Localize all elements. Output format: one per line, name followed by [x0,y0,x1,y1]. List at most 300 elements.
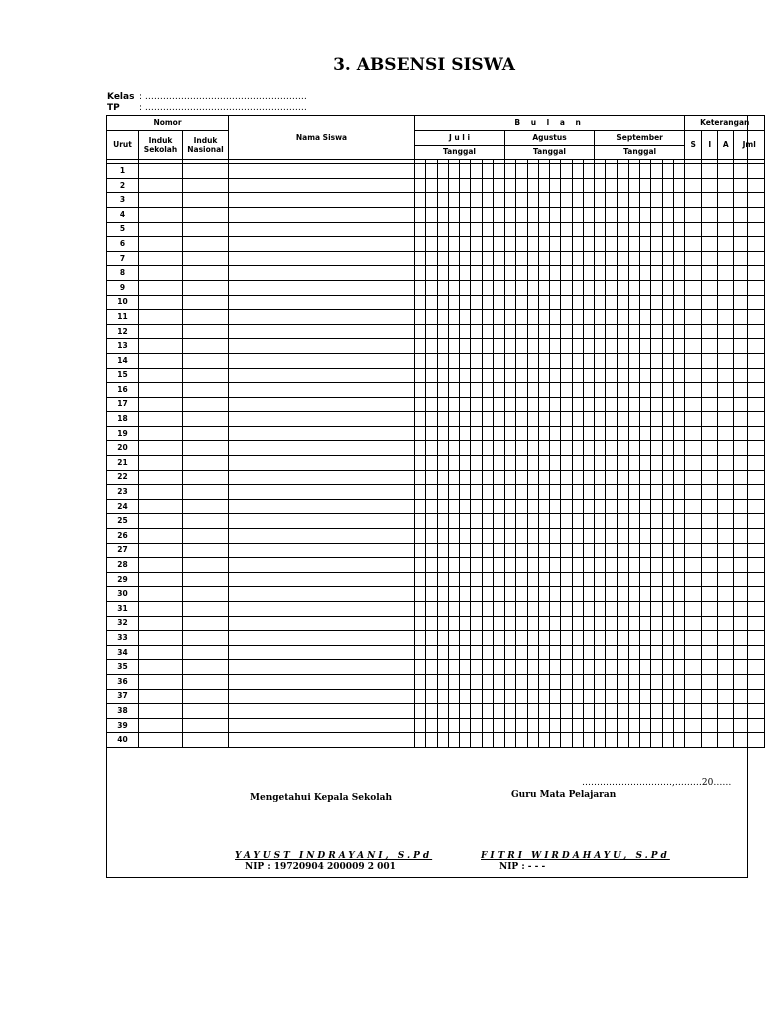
table-cell [550,441,561,456]
table-cell [561,529,572,544]
table-cell [651,470,662,485]
table-cell [538,339,549,354]
table-cell [139,470,183,485]
row-number: 9 [107,280,139,295]
table-cell [595,645,606,660]
table-row [107,339,765,354]
table-cell [606,616,617,631]
table-cell [139,456,183,471]
table-cell [482,499,493,514]
table-cell [415,164,426,179]
table-cell [527,674,538,689]
table-cell [538,280,549,295]
table-cell [572,645,583,660]
table-cell [229,178,415,193]
table-cell [448,485,459,500]
table-cell [734,660,765,675]
table-cell [527,499,538,514]
table-cell [617,164,628,179]
table-cell [702,733,718,748]
table-cell [640,353,651,368]
table-cell [482,237,493,252]
table-cell [183,426,229,441]
table-cell [662,237,673,252]
table-cell [673,616,684,631]
table-cell [734,485,765,500]
table-cell [415,426,426,441]
table-cell [718,674,734,689]
table-cell [561,587,572,602]
table-cell [572,164,583,179]
table-cell [572,353,583,368]
table-cell [606,207,617,222]
table-cell [734,310,765,325]
table-cell [538,470,549,485]
table-cell [183,397,229,412]
table-cell [734,529,765,544]
table-cell [606,353,617,368]
table-cell [493,222,504,237]
table-cell [673,353,684,368]
table-cell [673,339,684,354]
keterangan-header: Keterangan [685,116,765,131]
table-cell [229,704,415,719]
table-cell [617,660,628,675]
table-cell [139,689,183,704]
table-cell [482,631,493,646]
row-number: 4 [107,207,139,222]
table-cell [628,280,639,295]
table-cell [516,587,527,602]
table-cell [139,529,183,544]
table-cell [561,631,572,646]
table-cell [426,558,437,573]
table-cell [437,207,448,222]
table-cell [572,237,583,252]
table-cell [493,164,504,179]
table-cell [583,397,594,412]
table-cell [662,368,673,383]
table-cell [595,456,606,471]
table-cell [505,543,516,558]
table-cell [415,645,426,660]
table-cell [734,572,765,587]
table-cell [183,529,229,544]
table-row [107,558,765,573]
table-cell [702,558,718,573]
table-cell [718,456,734,471]
table-cell [640,193,651,208]
table-cell [550,193,561,208]
table-cell [595,514,606,529]
table-cell [437,499,448,514]
table-cell [640,237,651,252]
table-cell [437,718,448,733]
table-cell [702,339,718,354]
table-cell [550,674,561,689]
table-cell [702,266,718,281]
table-cell [640,266,651,281]
table-cell [583,514,594,529]
table-cell [183,251,229,266]
table-cell [183,587,229,602]
table-cell [640,412,651,427]
kelas-label: Kelas [107,92,135,102]
table-cell [139,383,183,398]
table-cell [505,660,516,675]
table-cell [583,383,594,398]
table-cell [415,295,426,310]
table-cell [583,470,594,485]
table-cell [718,383,734,398]
table-cell [702,514,718,529]
table-cell [229,733,415,748]
table-cell [702,616,718,631]
table-cell [651,441,662,456]
table-cell [718,689,734,704]
table-cell [662,193,673,208]
table-cell [702,587,718,602]
table-cell [734,733,765,748]
table-cell [550,572,561,587]
table-cell [606,631,617,646]
table-cell [734,368,765,383]
table-cell [595,383,606,398]
table-cell [538,266,549,281]
table-cell [139,339,183,354]
table-cell [426,353,437,368]
table-cell [426,616,437,631]
table-cell [183,295,229,310]
table-cell [640,339,651,354]
table-cell [516,456,527,471]
table-cell [448,616,459,631]
table-cell [229,499,415,514]
table-cell [183,718,229,733]
table-cell [229,339,415,354]
table-cell [583,499,594,514]
table-cell [493,499,504,514]
kepala-sekolah-nip: NIP : 19720904 200009 2 001 [245,862,396,872]
table-cell [662,470,673,485]
table-cell [583,324,594,339]
table-cell [685,616,702,631]
table-cell [448,310,459,325]
table-cell [415,616,426,631]
table-cell [516,280,527,295]
table-cell [482,456,493,471]
table-cell [183,543,229,558]
table-cell [685,193,702,208]
tanggal-september: Tanggal [595,145,685,160]
table-cell [561,251,572,266]
table-cell [628,237,639,252]
table-cell [595,485,606,500]
table-cell [516,660,527,675]
table-cell [673,543,684,558]
ket-s: S [685,131,702,160]
table-cell [527,660,538,675]
table-cell [448,280,459,295]
table-cell [139,733,183,748]
table-cell [505,251,516,266]
table-cell [606,499,617,514]
table-cell [662,529,673,544]
table-cell [426,193,437,208]
table-cell [493,280,504,295]
table-cell [505,310,516,325]
table-cell [527,470,538,485]
table-cell [550,310,561,325]
table-cell [415,733,426,748]
table-cell [183,412,229,427]
table-cell [538,499,549,514]
table-cell [572,704,583,719]
table-row [107,441,765,456]
table-cell [640,616,651,631]
table-cell [527,164,538,179]
table-cell [662,499,673,514]
table-cell [471,587,482,602]
induk-sekolah-header: Induk Sekolah [139,131,183,160]
table-cell [718,237,734,252]
table-cell [505,412,516,427]
table-cell [685,207,702,222]
row-number: 25 [107,514,139,529]
row-number: 22 [107,470,139,485]
table-cell [702,193,718,208]
table-cell [183,441,229,456]
table-cell [651,222,662,237]
table-cell [516,164,527,179]
table-cell [572,251,583,266]
table-cell [527,543,538,558]
table-cell [448,602,459,617]
table-cell [527,412,538,427]
row-number: 10 [107,295,139,310]
table-cell [527,426,538,441]
row-number: 12 [107,324,139,339]
table-cell [538,704,549,719]
table-cell [471,485,482,500]
table-cell [426,499,437,514]
table-cell [606,733,617,748]
table-cell [640,529,651,544]
table-cell [718,529,734,544]
table-cell [550,178,561,193]
table-cell [448,266,459,281]
table-cell [662,456,673,471]
ket-a: A [718,131,734,160]
table-cell [437,164,448,179]
table-cell [606,456,617,471]
table-cell [583,689,594,704]
table-cell [550,514,561,529]
table-cell [505,499,516,514]
table-cell [139,645,183,660]
table-cell [538,426,549,441]
table-cell [595,222,606,237]
table-cell [572,616,583,631]
table-cell [471,178,482,193]
table-cell [651,397,662,412]
table-cell [538,718,549,733]
table-cell [527,733,538,748]
table-cell [673,397,684,412]
table-row [107,353,765,368]
table-cell [583,660,594,675]
table-cell [527,310,538,325]
table-cell [595,397,606,412]
table-cell [426,660,437,675]
table-cell [662,310,673,325]
table-row [107,704,765,719]
table-cell [139,193,183,208]
table-cell [640,602,651,617]
page-title: 3. ABSENSI SISWA [333,55,515,75]
table-cell [471,499,482,514]
table-cell [617,207,628,222]
table-cell [527,207,538,222]
row-number: 3 [107,193,139,208]
table-cell [229,645,415,660]
table-row [107,280,765,295]
table-cell [482,426,493,441]
table-cell [640,397,651,412]
table-cell [482,441,493,456]
table-cell [505,485,516,500]
table-cell [471,704,482,719]
table-cell [538,368,549,383]
table-cell [617,324,628,339]
table-cell [437,572,448,587]
table-cell [572,587,583,602]
table-cell [229,558,415,573]
table-cell [437,324,448,339]
table-cell [460,718,471,733]
table-cell [229,689,415,704]
table-cell [229,193,415,208]
table-cell [640,674,651,689]
table-cell [561,514,572,529]
table-cell [595,733,606,748]
table-cell [415,499,426,514]
table-cell [493,558,504,573]
table-cell [734,689,765,704]
table-cell [651,280,662,295]
table-cell [628,251,639,266]
row-number: 2 [107,178,139,193]
table-cell [595,602,606,617]
table-cell [471,222,482,237]
table-cell [595,353,606,368]
table-cell [229,222,415,237]
table-cell [606,237,617,252]
table-cell [734,397,765,412]
table-cell [493,616,504,631]
table-cell [662,616,673,631]
table-cell [702,572,718,587]
table-cell [482,602,493,617]
table-cell [415,689,426,704]
table-cell [448,733,459,748]
table-cell [702,602,718,617]
table-cell [505,470,516,485]
table-cell [606,470,617,485]
table-cell [415,266,426,281]
table-cell [673,514,684,529]
table-cell [662,558,673,573]
table-cell [493,412,504,427]
table-cell [550,631,561,646]
table-cell [437,295,448,310]
table-cell [651,324,662,339]
table-cell [493,602,504,617]
table-cell [673,456,684,471]
table-cell [572,222,583,237]
table-cell [561,310,572,325]
table-cell [448,441,459,456]
table-cell [460,383,471,398]
table-cell [718,412,734,427]
table-cell [702,280,718,295]
table-cell [651,485,662,500]
table-cell [651,733,662,748]
table-cell [482,514,493,529]
table-cell [617,353,628,368]
table-cell [229,412,415,427]
table-cell [561,660,572,675]
table-cell [448,295,459,310]
table-cell [673,207,684,222]
table-cell [572,674,583,689]
table-cell [702,237,718,252]
table-cell [685,660,702,675]
table-cell [527,368,538,383]
table-cell [662,718,673,733]
table-cell [183,368,229,383]
table-cell [527,587,538,602]
table-cell [183,310,229,325]
table-cell [415,529,426,544]
table-cell [426,514,437,529]
table-cell [460,207,471,222]
table-cell [527,631,538,646]
table-cell [662,674,673,689]
table-cell [448,383,459,398]
table-cell [448,660,459,675]
table-row [107,514,765,529]
table-cell [606,251,617,266]
table-cell [471,368,482,383]
table-cell [685,324,702,339]
table-cell [561,572,572,587]
table-cell [685,572,702,587]
table-cell [651,339,662,354]
table-cell [448,368,459,383]
row-number: 5 [107,222,139,237]
table-cell [617,178,628,193]
table-cell [640,645,651,660]
table-cell [139,674,183,689]
table-cell [505,295,516,310]
table-cell [493,587,504,602]
table-cell [471,324,482,339]
table-cell [448,426,459,441]
table-cell [685,485,702,500]
table-cell [516,222,527,237]
table-cell [505,353,516,368]
